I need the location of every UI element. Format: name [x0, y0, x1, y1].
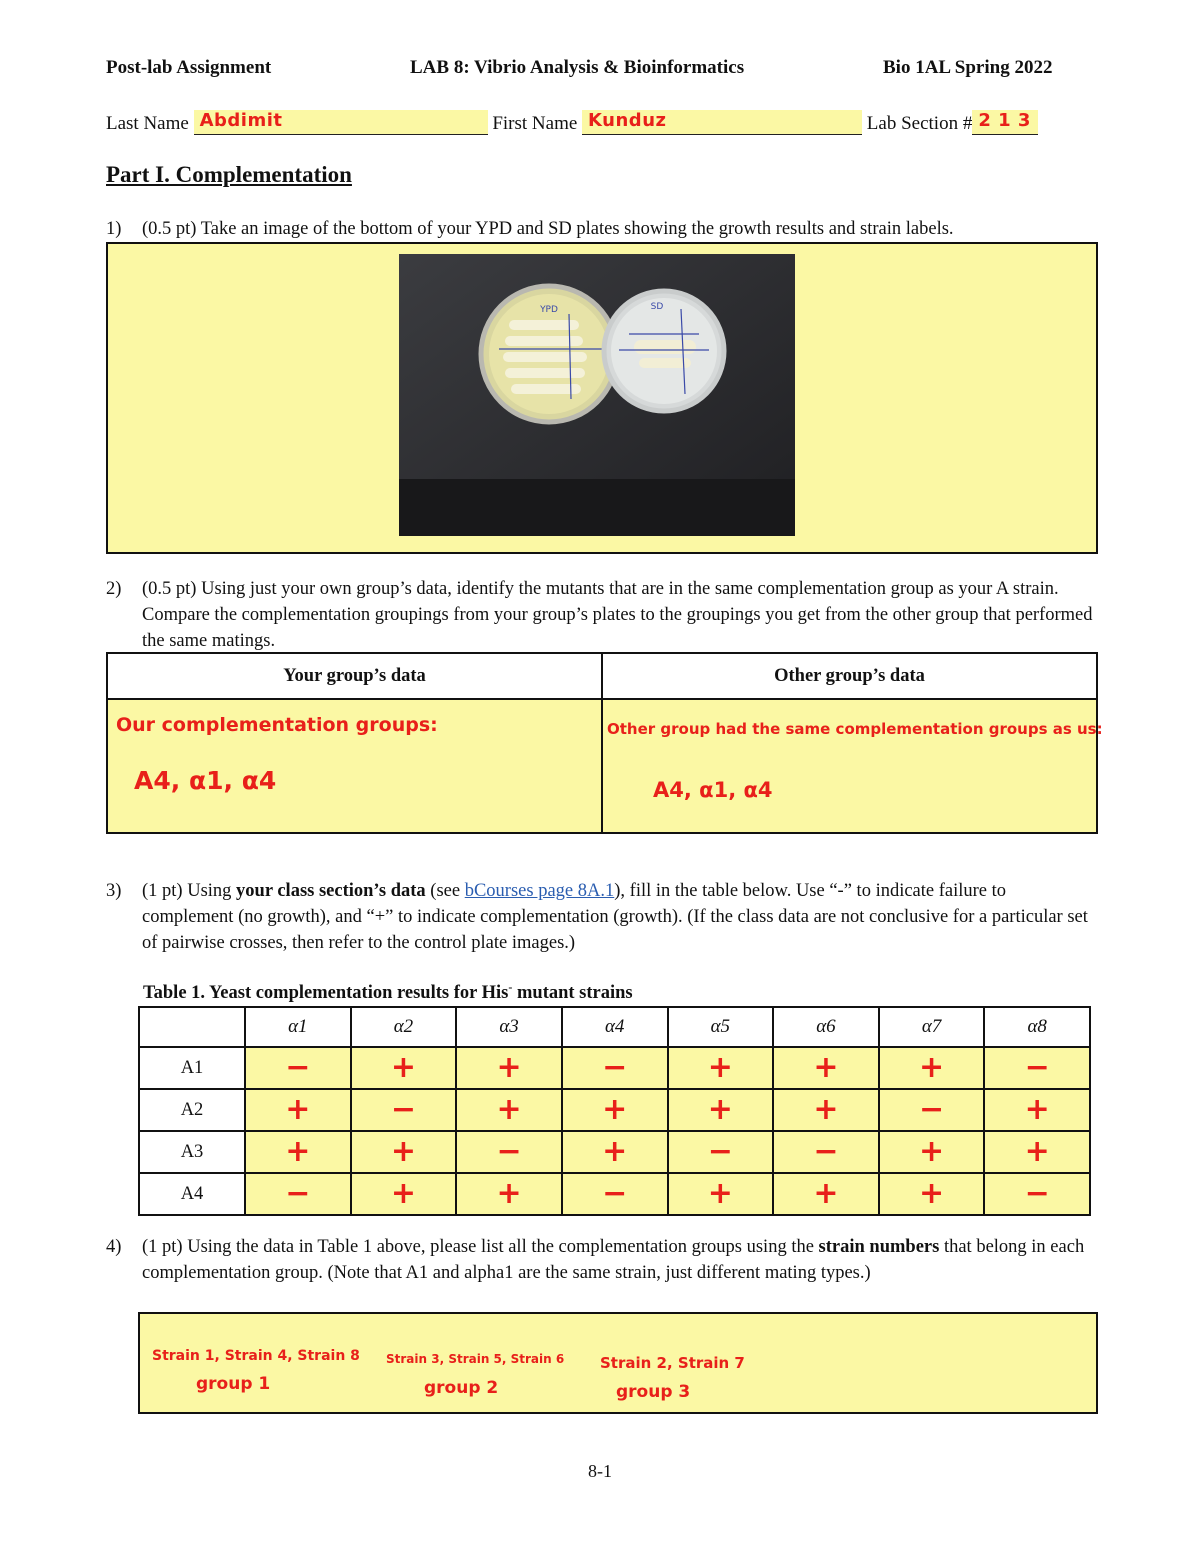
table-row — [139, 1047, 1090, 1089]
result-cell[interactable]: − — [562, 1173, 668, 1215]
result-cell[interactable]: − — [351, 1089, 457, 1131]
left-plate-label: YPD — [540, 305, 558, 315]
question-4 — [106, 1234, 1096, 1286]
plates-photo — [399, 254, 795, 536]
result-cell[interactable]: − — [984, 1047, 1090, 1089]
result-cell[interactable]: + — [773, 1089, 879, 1131]
question-4-pre: (1 pt) Using the data in Table 1 above, please list all the complementation groups using the — [142, 1237, 819, 1257]
header-right: Bio 1AL Spring 2022 — [883, 57, 1053, 78]
col-header-yours: Your group’s data — [107, 653, 602, 699]
result-cell[interactable]: + — [879, 1047, 985, 1089]
part-title: Part I. Complementation — [106, 162, 352, 187]
result-cell[interactable]: − — [773, 1131, 879, 1173]
result-cell[interactable]: − — [245, 1173, 351, 1215]
question-4-post: that belong in each complementation group. (Note that A1 and alpha1 are the same strain, just different mating types.) — [142, 1237, 1085, 1283]
table-row — [139, 1131, 1090, 1173]
result-cell[interactable]: − — [668, 1131, 774, 1173]
result-cell[interactable]: − — [562, 1047, 668, 1089]
caption-main: Table 1. Yeast complementation results for His — [143, 983, 509, 1004]
col-header-alpha4: α4 — [562, 1007, 668, 1047]
result-cell[interactable]: + — [456, 1047, 562, 1089]
result-cell[interactable]: + — [984, 1089, 1090, 1131]
other-line-2: A4, α1, α4 — [653, 778, 773, 802]
question-1-number: 1) — [106, 219, 122, 239]
group-3-label: group 3 — [616, 1382, 691, 1402]
question-4-text — [142, 1234, 1096, 1286]
col-header-alpha6: α6 — [773, 1007, 879, 1047]
col-header-alpha3: α3 — [456, 1007, 562, 1047]
lab-section-value: 2 1 3 — [978, 110, 1031, 131]
yours-line-2: A4, α1, α4 — [134, 766, 277, 795]
question-2-number: 2) — [106, 579, 122, 599]
result-cell[interactable]: + — [245, 1089, 351, 1131]
question-3-text — [142, 878, 1096, 956]
col-header-other: Other group’s data — [602, 653, 1097, 699]
caption-superscript: - — [508, 980, 513, 994]
group-1-label: group 1 — [196, 1374, 271, 1394]
question-4-number: 4) — [106, 1237, 122, 1257]
result-cell[interactable]: + — [668, 1089, 774, 1131]
result-cell[interactable]: − — [245, 1047, 351, 1089]
question-4-bold: strain numbers — [818, 1237, 940, 1257]
answer-box-4[interactable] — [138, 1312, 1098, 1414]
result-cell[interactable]: + — [668, 1173, 774, 1215]
group-2-label: group 2 — [424, 1378, 499, 1398]
plates-image — [399, 254, 795, 536]
result-cell[interactable]: + — [351, 1173, 457, 1215]
header-center: LAB 8: Vibrio Analysis & Bioinformatics — [410, 57, 745, 78]
question-2-text: (0.5 pt) Using just your own group’s data, identify the mutants that are in the same complementation group as your A strain. Compare the complementation groupings from your group’s plates to the groupings you get from the other group that performed the same matings. — [142, 579, 1093, 651]
result-cell[interactable]: + — [351, 1131, 457, 1173]
first-name-field[interactable] — [582, 110, 862, 135]
yours-cell[interactable] — [107, 699, 602, 833]
corner-cell — [139, 1007, 245, 1047]
table-row — [139, 1089, 1090, 1131]
bcourses-link[interactable]: bCourses page 8A.1 — [464, 881, 615, 901]
table-row — [139, 1173, 1090, 1215]
table-header-row — [139, 1007, 1090, 1047]
col-header-alpha5: α5 — [668, 1007, 774, 1047]
result-cell[interactable]: − — [456, 1131, 562, 1173]
other-cell[interactable] — [602, 699, 1103, 833]
lab-section-field[interactable] — [972, 110, 1038, 135]
group-3-strains: Strain 2, Strain 7 — [600, 1354, 745, 1372]
col-header-alpha1: α1 — [245, 1007, 351, 1047]
result-cell[interactable]: + — [351, 1047, 457, 1089]
result-cell[interactable]: − — [879, 1089, 985, 1131]
first-name-value: Kunduz — [588, 110, 667, 131]
result-cell[interactable]: + — [773, 1047, 879, 1089]
group-data-table — [106, 652, 1103, 834]
yours-line-1: Our complementation groups: — [116, 714, 438, 736]
result-cell[interactable]: − — [984, 1173, 1090, 1215]
question-3 — [106, 878, 1096, 956]
question-3-bold: your class section’s data — [236, 881, 426, 901]
other-line-1: Other group had the same complementation groups as us: — [607, 720, 1103, 738]
caption-tail: mutant strains — [512, 983, 633, 1004]
result-cell[interactable]: + — [562, 1089, 668, 1131]
result-cell[interactable]: + — [668, 1047, 774, 1089]
result-cell[interactable]: + — [879, 1131, 985, 1173]
complementation-table — [138, 1006, 1091, 1216]
first-name-label: First Name — [492, 113, 578, 134]
group-1-strains: Strain 1, Strain 4, Strain 8 — [152, 1348, 360, 1364]
page-number: 8-1 — [588, 1461, 612, 1481]
col-header-alpha7: α7 — [879, 1007, 985, 1047]
row-header: A1 — [139, 1047, 245, 1089]
col-header-alpha8: α8 — [984, 1007, 1090, 1047]
result-cell[interactable]: + — [879, 1173, 985, 1215]
question-3-post: ), fill in the table below. Use “-” to indicate failure to complement (no growth), and “+” to indicate complementation (growth). (If the class data are not conclusive for a particular set of pairwise crosses, then refer to the control plate images.) — [142, 881, 1088, 953]
result-cell[interactable]: + — [562, 1131, 668, 1173]
table-1-caption — [143, 980, 633, 1004]
question-3-pre: (1 pt) Using — [142, 881, 237, 901]
result-cell[interactable]: + — [245, 1131, 351, 1173]
group-2-strains: Strain 3, Strain 5, Strain 6 — [386, 1352, 565, 1366]
result-cell[interactable]: + — [984, 1131, 1090, 1173]
last-name-field[interactable] — [194, 110, 488, 135]
row-header: A3 — [139, 1131, 245, 1173]
result-cell[interactable]: + — [456, 1089, 562, 1131]
question-1 — [106, 216, 1096, 242]
row-header: A4 — [139, 1173, 245, 1215]
result-cell[interactable]: + — [456, 1173, 562, 1215]
question-3-mid: (see — [425, 881, 465, 901]
question-3-number: 3) — [106, 881, 122, 901]
question-2 — [106, 576, 1096, 654]
name-row — [106, 110, 1038, 135]
lab-section-label: Lab Section # — [866, 113, 973, 134]
row-header: A2 — [139, 1089, 245, 1131]
result-cell[interactable]: + — [773, 1173, 879, 1215]
question-1-text: (0.5 pt) Take an image of the bottom of your YPD and SD plates showing the growth results and strain labels. — [142, 219, 954, 239]
last-name-label: Last Name — [106, 113, 189, 134]
col-header-alpha2: α2 — [351, 1007, 457, 1047]
right-plate-label: SD — [650, 302, 664, 312]
last-name-value: Abdimit — [199, 110, 283, 131]
header-left: Post-lab Assignment — [106, 57, 272, 78]
